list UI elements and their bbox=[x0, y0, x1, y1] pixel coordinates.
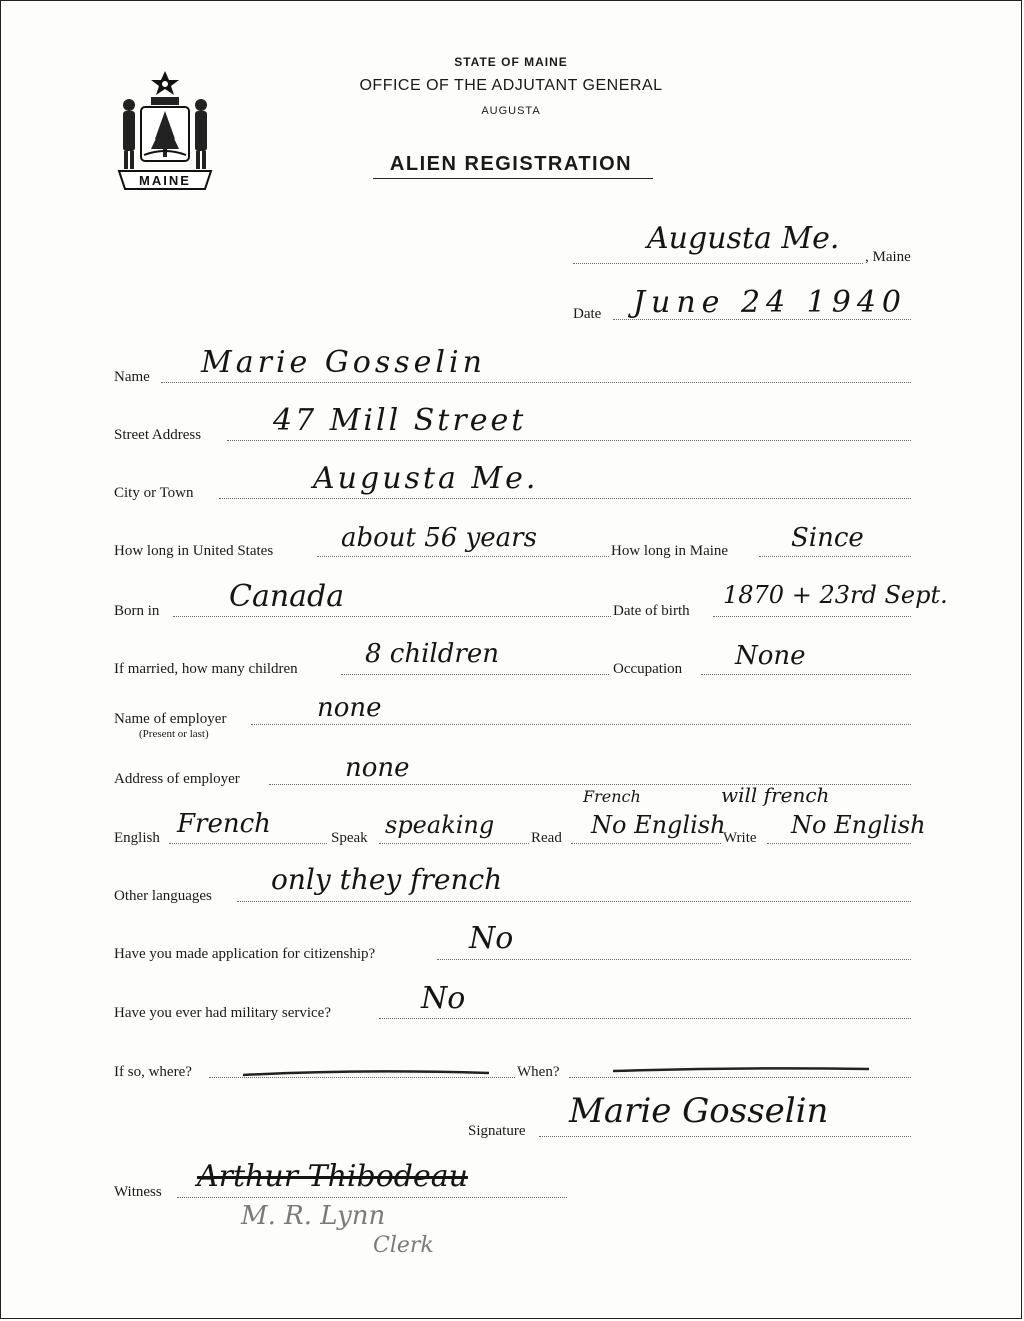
speak-label: Speak bbox=[331, 830, 368, 846]
how-long-maine-value: Since bbox=[791, 523, 864, 553]
write-line bbox=[767, 843, 911, 844]
how-long-us-value: about 56 years bbox=[341, 523, 537, 553]
when-label: When? bbox=[517, 1064, 560, 1080]
signature-label: Signature bbox=[468, 1123, 526, 1139]
title-underline bbox=[373, 178, 653, 179]
write-above-value: will french bbox=[721, 783, 830, 807]
name-line bbox=[161, 382, 911, 383]
witness-value: Arthur Thibodeau bbox=[197, 1159, 468, 1194]
english-label: English bbox=[114, 830, 160, 846]
employer-name-value: none bbox=[317, 693, 382, 723]
children-value: 8 children bbox=[365, 639, 499, 669]
citizenship-line bbox=[437, 959, 911, 960]
speak-value: speaking bbox=[385, 811, 495, 839]
state-heading: STATE OF MAINE bbox=[454, 55, 568, 69]
maine-label: , Maine bbox=[865, 249, 911, 265]
military-label: Have you ever had military service? bbox=[114, 1005, 331, 1021]
when-dash-mark bbox=[611, 1063, 871, 1077]
speak-line bbox=[379, 843, 529, 844]
write-value: No English bbox=[791, 811, 926, 839]
when-line bbox=[569, 1077, 911, 1078]
military-value: No bbox=[421, 981, 466, 1016]
form-title: ALIEN REGISTRATION bbox=[389, 153, 633, 175]
witness-label: Witness bbox=[114, 1184, 162, 1200]
children-line bbox=[341, 674, 609, 675]
read-value: No English bbox=[591, 811, 726, 839]
street-value: 47 Mill Street bbox=[273, 403, 527, 438]
city-town-value: Augusta Me. bbox=[313, 461, 539, 496]
how-long-maine-line bbox=[759, 556, 911, 557]
city-heading: AUGUSTA bbox=[481, 105, 541, 117]
write-label: Write bbox=[723, 830, 757, 846]
date-of-birth-value: 1870 + 23rd Sept. bbox=[723, 581, 948, 609]
occupation-line bbox=[701, 674, 911, 675]
children-label: If married, how many children bbox=[114, 661, 298, 677]
name-label: Name bbox=[114, 369, 150, 385]
street-label: Street Address bbox=[114, 427, 202, 443]
place-line bbox=[573, 263, 863, 264]
other-languages-line bbox=[237, 901, 911, 902]
place-value: Augusta Me. bbox=[647, 221, 840, 256]
witness-line bbox=[177, 1197, 567, 1198]
employer-name-label: Name of employer bbox=[114, 711, 227, 727]
employer-address-value: none bbox=[345, 753, 410, 783]
city-town-label: City or Town bbox=[114, 485, 194, 501]
where-label: If so, where? bbox=[114, 1064, 192, 1080]
english-value: French bbox=[177, 809, 271, 839]
date-of-birth-line bbox=[713, 616, 911, 617]
signature-value: Marie Gosselin bbox=[569, 1091, 829, 1131]
city-town-line bbox=[219, 498, 911, 499]
date-value: June 24 1940 bbox=[633, 285, 908, 320]
office-heading: OFFICE OF THE ADJUTANT GENERAL bbox=[359, 77, 663, 94]
employer-note: (Present or last) bbox=[139, 728, 209, 740]
citizenship-label: Have you made application for citizenship? bbox=[114, 946, 376, 962]
other-languages-value: only they french bbox=[271, 863, 503, 896]
how-long-us-label: How long in United States bbox=[114, 543, 274, 559]
date-of-birth-label: Date of birth bbox=[613, 603, 690, 619]
military-line bbox=[379, 1018, 911, 1019]
employer-name-line bbox=[251, 724, 911, 725]
maine-state-seal bbox=[111, 67, 219, 197]
how-long-us-line bbox=[317, 556, 609, 557]
occupation-value: None bbox=[735, 641, 806, 671]
signature-line bbox=[539, 1136, 911, 1137]
how-long-maine-label: How long in Maine bbox=[611, 543, 729, 559]
born-in-label: Born in bbox=[114, 603, 160, 619]
employer-address-label: Address of employer bbox=[114, 771, 240, 787]
born-in-value: Canada bbox=[229, 579, 345, 614]
citizenship-value: No bbox=[469, 921, 514, 956]
english-line bbox=[169, 843, 327, 844]
clerk-name: M. R. Lynn bbox=[241, 1201, 386, 1231]
street-line bbox=[227, 440, 911, 441]
svg-text:MAINE: MAINE bbox=[139, 173, 191, 188]
name-value: Marie Gosselin bbox=[201, 345, 486, 380]
clerk-title: Clerk bbox=[373, 1233, 434, 1258]
date-label: Date bbox=[573, 306, 602, 322]
where-dash-mark bbox=[241, 1065, 491, 1079]
other-languages-label: Other languages bbox=[114, 888, 212, 904]
read-above-value: French bbox=[583, 787, 641, 806]
occupation-label: Occupation bbox=[613, 661, 683, 677]
read-label: Read bbox=[531, 830, 562, 846]
read-line bbox=[571, 843, 721, 844]
born-in-line bbox=[173, 616, 611, 617]
